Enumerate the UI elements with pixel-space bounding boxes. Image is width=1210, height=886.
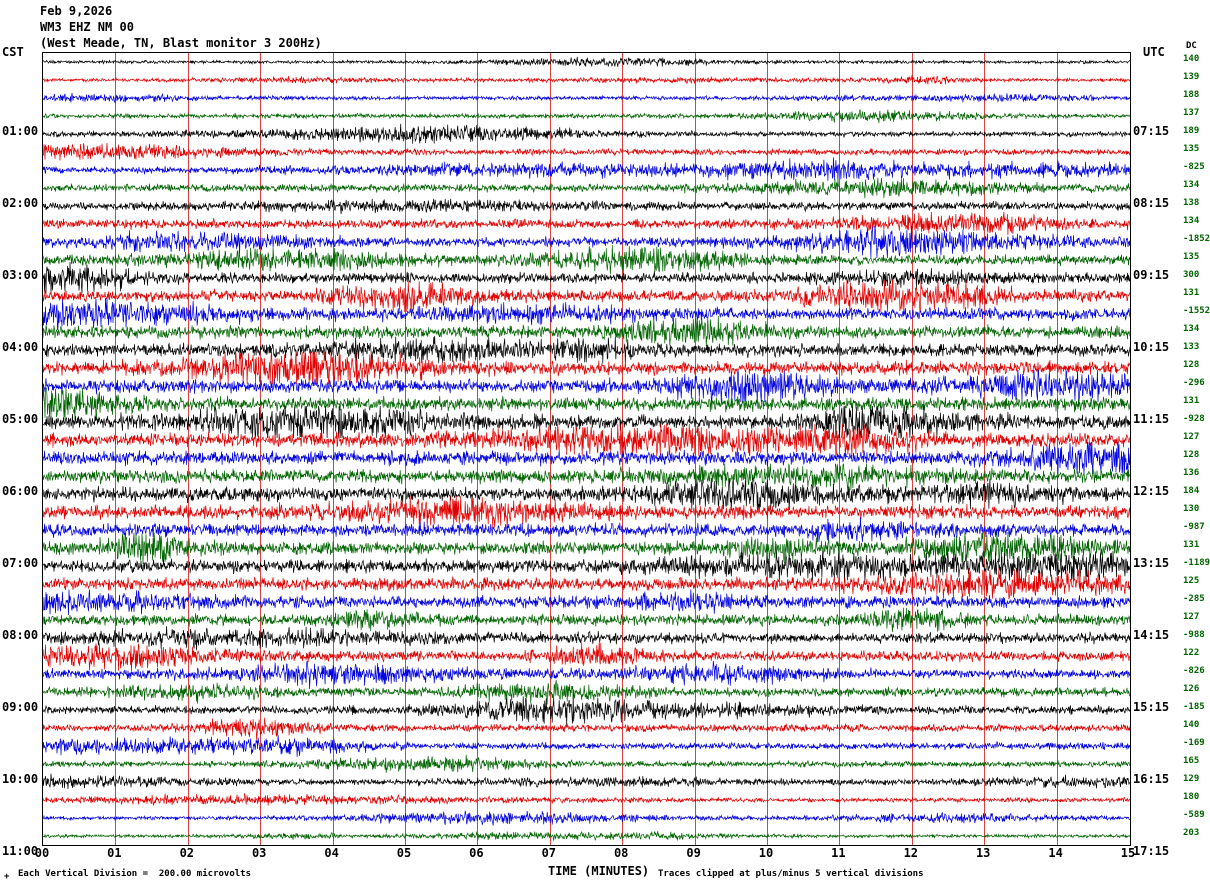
footer-scale-note: Each Vertical Division = 200.00 microvolts [18, 869, 251, 879]
ytick-label-cst: 08:00 [2, 628, 39, 642]
dc-offset-value: 300 [1183, 270, 1200, 280]
ytick-label-utc: 11:15 [1133, 412, 1170, 426]
dc-offset-value: 125 [1183, 576, 1200, 586]
dc-offset-value: -988 [1183, 630, 1205, 640]
seismogram-plot [42, 52, 1131, 846]
xtick-label: 06 [469, 846, 484, 860]
header-date: Feb 9,2026 [40, 4, 113, 18]
xtick-label: 07 [541, 846, 557, 860]
dc-offset-value: -589 [1183, 810, 1205, 820]
dc-offset-value: -1852 [1183, 234, 1210, 244]
dc-offset-value: 165 [1183, 756, 1200, 766]
ytick-label-cst: 02:00 [2, 196, 39, 210]
ytick-label-cst: 05:00 [2, 412, 39, 426]
xtick-label: 11 [831, 846, 846, 860]
xtick-label: 02 [179, 846, 195, 860]
dc-offset-value: -185 [1183, 702, 1205, 712]
xtick-label: 08 [613, 846, 629, 860]
xtick-label: 15 [1120, 846, 1136, 860]
dc-offset-value: 130 [1183, 504, 1200, 514]
dc-offset-value: -285 [1183, 594, 1205, 604]
dc-offset-value: 131 [1183, 540, 1200, 550]
dc-offset-value: -826 [1183, 666, 1205, 676]
ytick-label-cst: 06:00 [2, 484, 39, 498]
dc-offset-value: 128 [1183, 450, 1200, 460]
dc-offset-value: 180 [1183, 792, 1200, 802]
axis-label-cst: CST [2, 45, 24, 59]
dc-offset-value: 134 [1183, 216, 1200, 226]
xtick-label: 10 [758, 846, 774, 860]
ytick-label-cst: 11:00 [2, 844, 39, 858]
dc-offset-value: 140 [1183, 54, 1200, 64]
dc-offset-value: 136 [1183, 468, 1200, 478]
dc-offset-value: 127 [1183, 432, 1200, 442]
dc-offset-value: 137 [1183, 108, 1200, 118]
dc-offset-value: 135 [1183, 144, 1200, 154]
dc-offset-value: -825 [1183, 162, 1205, 172]
dc-offset-value: 184 [1183, 486, 1200, 496]
dc-offset-value: 131 [1183, 396, 1200, 406]
dc-offset-value: -1552 [1183, 306, 1210, 316]
trace-row [43, 819, 1130, 846]
dc-offset-value: 134 [1183, 180, 1200, 190]
ytick-label-cst: 01:00 [2, 124, 39, 138]
ytick-label-utc: 10:15 [1133, 340, 1170, 354]
xtick-label: 01 [107, 846, 122, 860]
ytick-label-utc: 09:15 [1133, 268, 1170, 282]
ytick-label-cst: 09:00 [2, 700, 39, 714]
ytick-label-utc: 07:15 [1133, 124, 1170, 138]
dc-offset-value: -1189 [1183, 558, 1210, 568]
ytick-label-utc: 14:15 [1133, 628, 1170, 642]
ytick-label-cst: 03:00 [2, 268, 39, 282]
ytick-label-utc: 08:15 [1133, 196, 1170, 210]
ytick-label-cst: 07:00 [2, 556, 39, 570]
footer-clip-note: Traces clipped at plus/minus 5 vertical divisions [658, 869, 924, 879]
dc-offset-value: 134 [1183, 324, 1200, 334]
dc-offset-value: 122 [1183, 648, 1200, 658]
xtick-label: 09 [686, 846, 701, 860]
xtick-label: 14 [1048, 846, 1063, 860]
ytick-label-utc: 17:15 [1133, 844, 1170, 858]
dc-offset-value: 135 [1183, 252, 1200, 262]
dc-offset-value: 126 [1183, 684, 1200, 694]
dc-offset-value: 138 [1183, 198, 1200, 208]
xtick-label: 03 [251, 846, 267, 860]
xtick-label: 00 [34, 846, 50, 860]
header-description: (West Meade, TN, Blast monitor 3 200Hz) [40, 36, 322, 50]
scale-marker: + [4, 872, 10, 882]
xtick-label: 13 [975, 846, 991, 860]
axis-label-utc: UTC [1143, 45, 1165, 59]
dc-offset-value: -296 [1183, 378, 1205, 388]
axis-label-dc: DC [1186, 41, 1197, 51]
ytick-label-utc: 15:15 [1133, 700, 1170, 714]
dc-offset-value: 189 [1183, 126, 1200, 136]
dc-offset-value: 188 [1183, 90, 1200, 100]
dc-offset-value: 129 [1183, 774, 1200, 784]
ytick-label-utc: 12:15 [1133, 484, 1170, 498]
xtick-label: 05 [396, 846, 412, 860]
ytick-label-utc: 13:15 [1133, 556, 1170, 570]
dc-offset-value: 133 [1183, 342, 1200, 352]
xtick-label: 12 [903, 846, 919, 860]
dc-offset-value: 131 [1183, 288, 1200, 298]
header-station: WM3 EHZ NM 00 [40, 20, 134, 34]
ytick-label-cst: 04:00 [2, 340, 39, 354]
dc-offset-value: 139 [1183, 72, 1200, 82]
dc-offset-value: -169 [1183, 738, 1205, 748]
xtick-label: 04 [324, 846, 339, 860]
dc-offset-value: 140 [1183, 720, 1200, 730]
dc-offset-value: 127 [1183, 612, 1200, 622]
ytick-label-cst: 10:00 [2, 772, 39, 786]
xaxis-title: TIME (MINUTES) [548, 864, 650, 878]
ytick-label-utc: 16:15 [1133, 772, 1170, 786]
dc-offset-value: -987 [1183, 522, 1205, 532]
dc-offset-value: -928 [1183, 414, 1205, 424]
dc-offset-value: 203 [1183, 828, 1200, 838]
dc-offset-value: 128 [1183, 360, 1200, 370]
